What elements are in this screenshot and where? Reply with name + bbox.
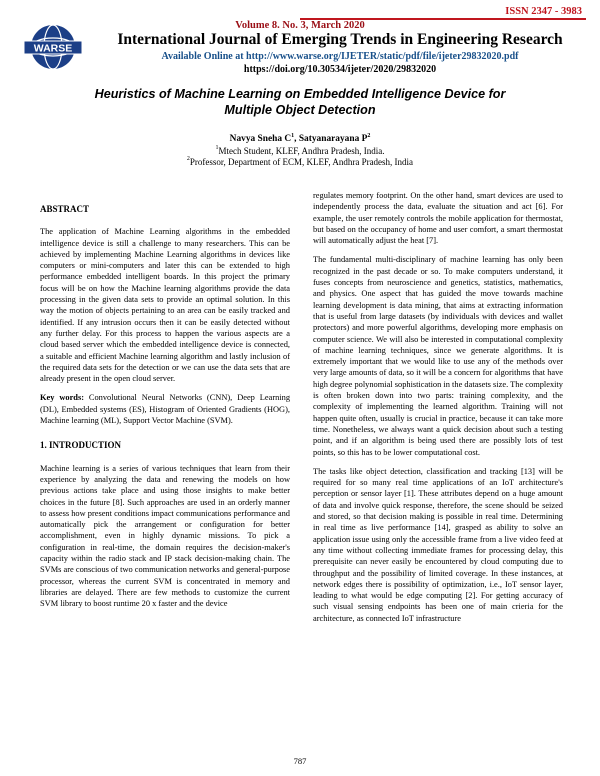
author-1: Navya Sneha C	[229, 134, 292, 144]
journal-title: International Journal of Emerging Trends in Engineering Research	[117, 31, 563, 48]
aff2-text: Professor, Department of ECM, KLEF, Andhra Pradesh, India	[189, 157, 414, 167]
intro-heading: 1. INTRODUCTION	[40, 440, 122, 451]
online-link[interactable]: Available Online at http://www.warse.org/IJETER/static/pdf/file/ijeter29832020.pdf	[161, 51, 519, 62]
title-line-1: Heuristics of Machine Learning on Embedded Intelligence Device for	[94, 87, 506, 101]
left-column	[40, 190, 290, 618]
author-2-sup: 2	[367, 133, 371, 139]
aff1-text: Mtech Student, KLEF, Andhra Pradesh, India.	[218, 146, 385, 156]
affiliation-2	[0, 157, 600, 167]
abstract-text: The application of Machine Learning algorithms in the embedded intelligence device is still a challenge to many researchers. This can be achieved by implementing Machine Learning algorithms in devices like computers or mini-computers and later this can be extended to high performance embedded intelligent boards. In this project the primary focus will be on how the Machine learning algorithms provide the data processing in the given data sets to provide an optimal solution. In this way the motion of objects pertaining to an area can be easily tracked and identified. If any intrusion occurs then it can be easily detected without any further delay. For this process to happen the various aspects are a cloud based server which the embedded intelligence device is connected, a suitable and efficient Machine learning algorithm and lastly inclusion of the required data sets for the detection or we can use the data sets that are already present in the open cloud server.	[40, 227, 290, 384]
author-2: Satyanarayana P	[298, 134, 368, 144]
affiliation-1	[0, 146, 600, 156]
keywords	[40, 392, 290, 426]
right-column	[313, 190, 563, 632]
intro-text: Machine learning is a series of various techniques that learn from their experience by analyzing the data and renewing the models on how previous actions take place and using those insights to make better choices in the future [8]. Such approaches are used in an orderly manner to assess how present conditions impact communications performance and automatically pick the arrangement or configuration for better accomplishment, even in highly dynamic missions. To pick a configuration in real-time, the domain requires the decision-maker's capacity within the radio stack and IP stack decision-making chain. The SVMs are conscious of two communication networks and general-purpose processor, whereas the current SVM is concentrated in memory and libraries are delayed. There are few methods to customize the current SVM library to boost runtime 20 x faster and the device	[40, 463, 290, 609]
right-paragraph-3: The tasks like object detection, classification and tracking [13] will be required for so many real time applications of an IoT architecture's perception or sensor layer [1]. These attributes depend on a huge amount of data and involve quick response, therefore, the scene should be seized and stored, so that decision making is possible in real time. Determining in real time as live performance [14], grasped as ability to solve an application issue using only the accessible frame from a live video feed at any time without collecting immediate frames for processing delay, this prerequisite can never easily be encountered by cloud computing due to throughput and the possibility of limited coverage. In these instances, at network edges there is possibility of optimization, i.e., IoT sensor layer, leading to what would be edge computing [2]. For getting accuracy of such visual sensing endpoints has been one of main crieria for the architecture, as connected IoT infrastructure	[313, 466, 563, 623]
title-line-2: Multiple Object Detection	[224, 103, 376, 117]
issn-label: ISSN 2347 - 3983	[505, 6, 582, 17]
page-number: 787	[293, 756, 307, 766]
aff2-sup: 2	[186, 156, 190, 162]
author-sep: ,	[294, 134, 299, 144]
volume-info: Volume 8. No. 3, March 2020	[235, 20, 365, 31]
logo-text: WARSE	[33, 42, 73, 55]
right-paragraph-1: regulates memory footprint. On the other hand, smart devices are used to independently process the data, evaluate the situation and act [6]. For example, the user remotely controls the mobile application for thermostat, but based on the occupancy of home and user comfort, a smart thermostat will automatically adjust the heat [7].	[313, 191, 563, 246]
keywords-label: Key words:	[40, 393, 84, 403]
doi-link[interactable]: https://doi.org/10.30534/ijeter/2020/29832020	[243, 64, 437, 75]
keywords-text: Convolutional Neural Networks (CNN), Deep Learning (DL), Embedded systems (ES), Histogram of Oriented Gradients (HOG), Machine learning (ML), Support Vector Machine (SVM).	[40, 393, 291, 426]
authors	[0, 134, 600, 144]
paper-title	[40, 86, 560, 118]
author-1-sup: 1	[291, 133, 295, 139]
aff1-sup: 1	[215, 145, 219, 151]
abstract-heading: ABSTRACT	[40, 204, 90, 214]
right-paragraph-2: The fundamental multi-disciplinary of machine learning has only been recognized in the past decade or so. To make computers understand, it fuses concepts from neuroscience and genetics, statistics, mathematics, and physics. One aspect that has guided the move towards machine learning development is data mining, that aims at extracting information that is useful from large datasets (by individuals with devices and wallet protectors) and more powerful algorithms, developing more emphasis on computer science. We will also be interested in computational complexity of machine learning techniques, since we generate algorithms. It is extremely important that we would like to use any of the methods over very large amounts of data, so it will be a concern for algorithms that have high degree polynomial sophistication in the datasets size. The complexity is often broken down into two parts: training complexity, and the complexity of implementing the learned algorithm. Training will not happen quite often, usually is crucial in practice, because it can take more time. Nonetheless, we always want a quick decision about such a testing point, and if an algorithm is being used there are possibly lots of test points, so this has to be lower computational cost.	[313, 255, 563, 457]
